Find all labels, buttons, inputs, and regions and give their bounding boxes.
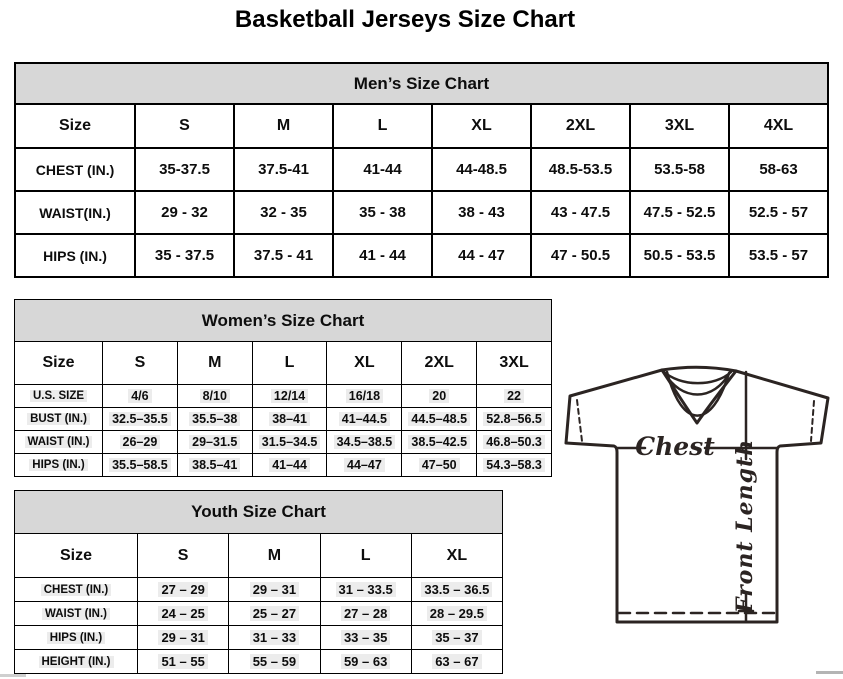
column-header: S bbox=[103, 342, 178, 385]
size-value: 35 - 37.5 bbox=[135, 234, 234, 277]
page-title: Basketball Jerseys Size Chart bbox=[234, 6, 576, 33]
table-row bbox=[15, 454, 552, 477]
size-value: 35.5–38 bbox=[177, 408, 252, 431]
table-row bbox=[15, 234, 828, 277]
column-header: M bbox=[177, 342, 252, 385]
scrollbar-fragment-left bbox=[0, 674, 26, 677]
size-value: 59 – 63 bbox=[320, 650, 411, 674]
size-value: 25 – 27 bbox=[229, 602, 320, 626]
row-label: HEIGHT (IN.) bbox=[15, 650, 138, 674]
size-value: 34.5–38.5 bbox=[327, 431, 402, 454]
size-value: 33 – 35 bbox=[320, 626, 411, 650]
size-value: 44.5–48.5 bbox=[402, 408, 477, 431]
table-title: Men’s Size Chart bbox=[15, 63, 828, 104]
size-value: 32.5–35.5 bbox=[103, 408, 178, 431]
column-header: 4XL bbox=[729, 104, 828, 148]
column-header: XL bbox=[432, 104, 531, 148]
row-label: WAIST (IN.) bbox=[15, 602, 138, 626]
jersey-measurement-diagram bbox=[550, 355, 842, 679]
size-value: 52.5 - 57 bbox=[729, 191, 828, 234]
row-label: WAIST(IN.) bbox=[15, 191, 135, 234]
size-value: 29 – 31 bbox=[229, 578, 320, 602]
size-value: 47 - 50.5 bbox=[531, 234, 630, 277]
size-value: 26–29 bbox=[103, 431, 178, 454]
row-label: CHEST (IN.) bbox=[15, 578, 138, 602]
chest-label: Chest bbox=[635, 432, 715, 461]
size-value: 27 – 29 bbox=[138, 578, 229, 602]
column-header: L bbox=[320, 534, 411, 578]
size-value: 24 – 25 bbox=[138, 602, 229, 626]
size-value: 50.5 - 53.5 bbox=[630, 234, 729, 277]
size-value: 20 bbox=[402, 385, 477, 408]
size-value: 27 – 28 bbox=[320, 602, 411, 626]
table-row bbox=[15, 431, 552, 454]
mens-size-table bbox=[14, 62, 829, 278]
table-row bbox=[15, 626, 503, 650]
column-header: L bbox=[333, 104, 432, 148]
size-value: 22 bbox=[477, 385, 552, 408]
youth-size-table bbox=[14, 490, 503, 674]
column-header: L bbox=[252, 342, 327, 385]
size-value: 51 – 55 bbox=[138, 650, 229, 674]
size-value: 58-63 bbox=[729, 148, 828, 191]
row-label: CHEST (IN.) bbox=[15, 148, 135, 191]
size-value: 31.5–34.5 bbox=[252, 431, 327, 454]
column-header: 3XL bbox=[477, 342, 552, 385]
womens-size-table bbox=[14, 299, 552, 477]
table-row bbox=[15, 602, 503, 626]
size-value: 52.8–56.5 bbox=[477, 408, 552, 431]
size-value: 37.5 - 41 bbox=[234, 234, 333, 277]
column-header: XL bbox=[411, 534, 502, 578]
column-header: XL bbox=[327, 342, 402, 385]
table-title: Women’s Size Chart bbox=[15, 300, 552, 342]
row-label: HIPS (IN.) bbox=[15, 234, 135, 277]
column-header: Size bbox=[15, 342, 103, 385]
size-value: 38–41 bbox=[252, 408, 327, 431]
front-length-label: Front Length bbox=[732, 438, 758, 614]
size-value: 41–44.5 bbox=[327, 408, 402, 431]
size-value: 41–44 bbox=[252, 454, 327, 477]
size-value: 41-44 bbox=[333, 148, 432, 191]
column-header: S bbox=[135, 104, 234, 148]
column-header: M bbox=[229, 534, 320, 578]
size-value: 53.5 - 57 bbox=[729, 234, 828, 277]
size-value: 29 – 31 bbox=[138, 626, 229, 650]
column-header: Size bbox=[15, 534, 138, 578]
row-label: HIPS (IN.) bbox=[15, 454, 103, 477]
table-row bbox=[15, 191, 828, 234]
table-row bbox=[15, 408, 552, 431]
column-header: 3XL bbox=[630, 104, 729, 148]
size-value: 38.5–42.5 bbox=[402, 431, 477, 454]
size-value: 53.5-58 bbox=[630, 148, 729, 191]
size-value: 47.5 - 52.5 bbox=[630, 191, 729, 234]
size-value: 16/18 bbox=[327, 385, 402, 408]
size-value: 12/14 bbox=[252, 385, 327, 408]
size-value: 28 – 29.5 bbox=[411, 602, 502, 626]
size-value: 54.3–58.3 bbox=[477, 454, 552, 477]
size-value: 35-37.5 bbox=[135, 148, 234, 191]
size-value: 31 – 33 bbox=[229, 626, 320, 650]
jersey-outline bbox=[566, 367, 828, 622]
size-value: 8/10 bbox=[177, 385, 252, 408]
size-value: 44-48.5 bbox=[432, 148, 531, 191]
size-value: 38.5–41 bbox=[177, 454, 252, 477]
size-value: 29 - 32 bbox=[135, 191, 234, 234]
size-value: 47–50 bbox=[402, 454, 477, 477]
row-label: HIPS (IN.) bbox=[15, 626, 138, 650]
column-header: Size bbox=[15, 104, 135, 148]
table-title: Youth Size Chart bbox=[15, 491, 503, 534]
size-value: 32 - 35 bbox=[234, 191, 333, 234]
table-row bbox=[15, 148, 828, 191]
table-row bbox=[15, 578, 503, 602]
size-value: 44–47 bbox=[327, 454, 402, 477]
column-header: S bbox=[138, 534, 229, 578]
size-value: 35.5–58.5 bbox=[103, 454, 178, 477]
row-label: BUST (IN.) bbox=[15, 408, 103, 431]
size-value: 35 - 38 bbox=[333, 191, 432, 234]
size-value: 55 – 59 bbox=[229, 650, 320, 674]
size-value: 48.5-53.5 bbox=[531, 148, 630, 191]
column-header: 2XL bbox=[531, 104, 630, 148]
table-row bbox=[15, 385, 552, 408]
size-value: 37.5-41 bbox=[234, 148, 333, 191]
column-header: 2XL bbox=[402, 342, 477, 385]
row-label: U.S. SIZE bbox=[15, 385, 103, 408]
size-value: 46.8–50.3 bbox=[477, 431, 552, 454]
size-value: 63 – 67 bbox=[411, 650, 502, 674]
size-value: 29–31.5 bbox=[177, 431, 252, 454]
size-value: 43 - 47.5 bbox=[531, 191, 630, 234]
column-header: M bbox=[234, 104, 333, 148]
size-value: 35 – 37 bbox=[411, 626, 502, 650]
size-value: 41 - 44 bbox=[333, 234, 432, 277]
row-label: WAIST (IN.) bbox=[15, 431, 103, 454]
size-value: 44 - 47 bbox=[432, 234, 531, 277]
size-value: 38 - 43 bbox=[432, 191, 531, 234]
size-value: 31 – 33.5 bbox=[320, 578, 411, 602]
size-value: 4/6 bbox=[103, 385, 178, 408]
table-row bbox=[15, 650, 503, 674]
scrollbar-fragment-right bbox=[816, 671, 843, 674]
size-value: 33.5 – 36.5 bbox=[411, 578, 502, 602]
